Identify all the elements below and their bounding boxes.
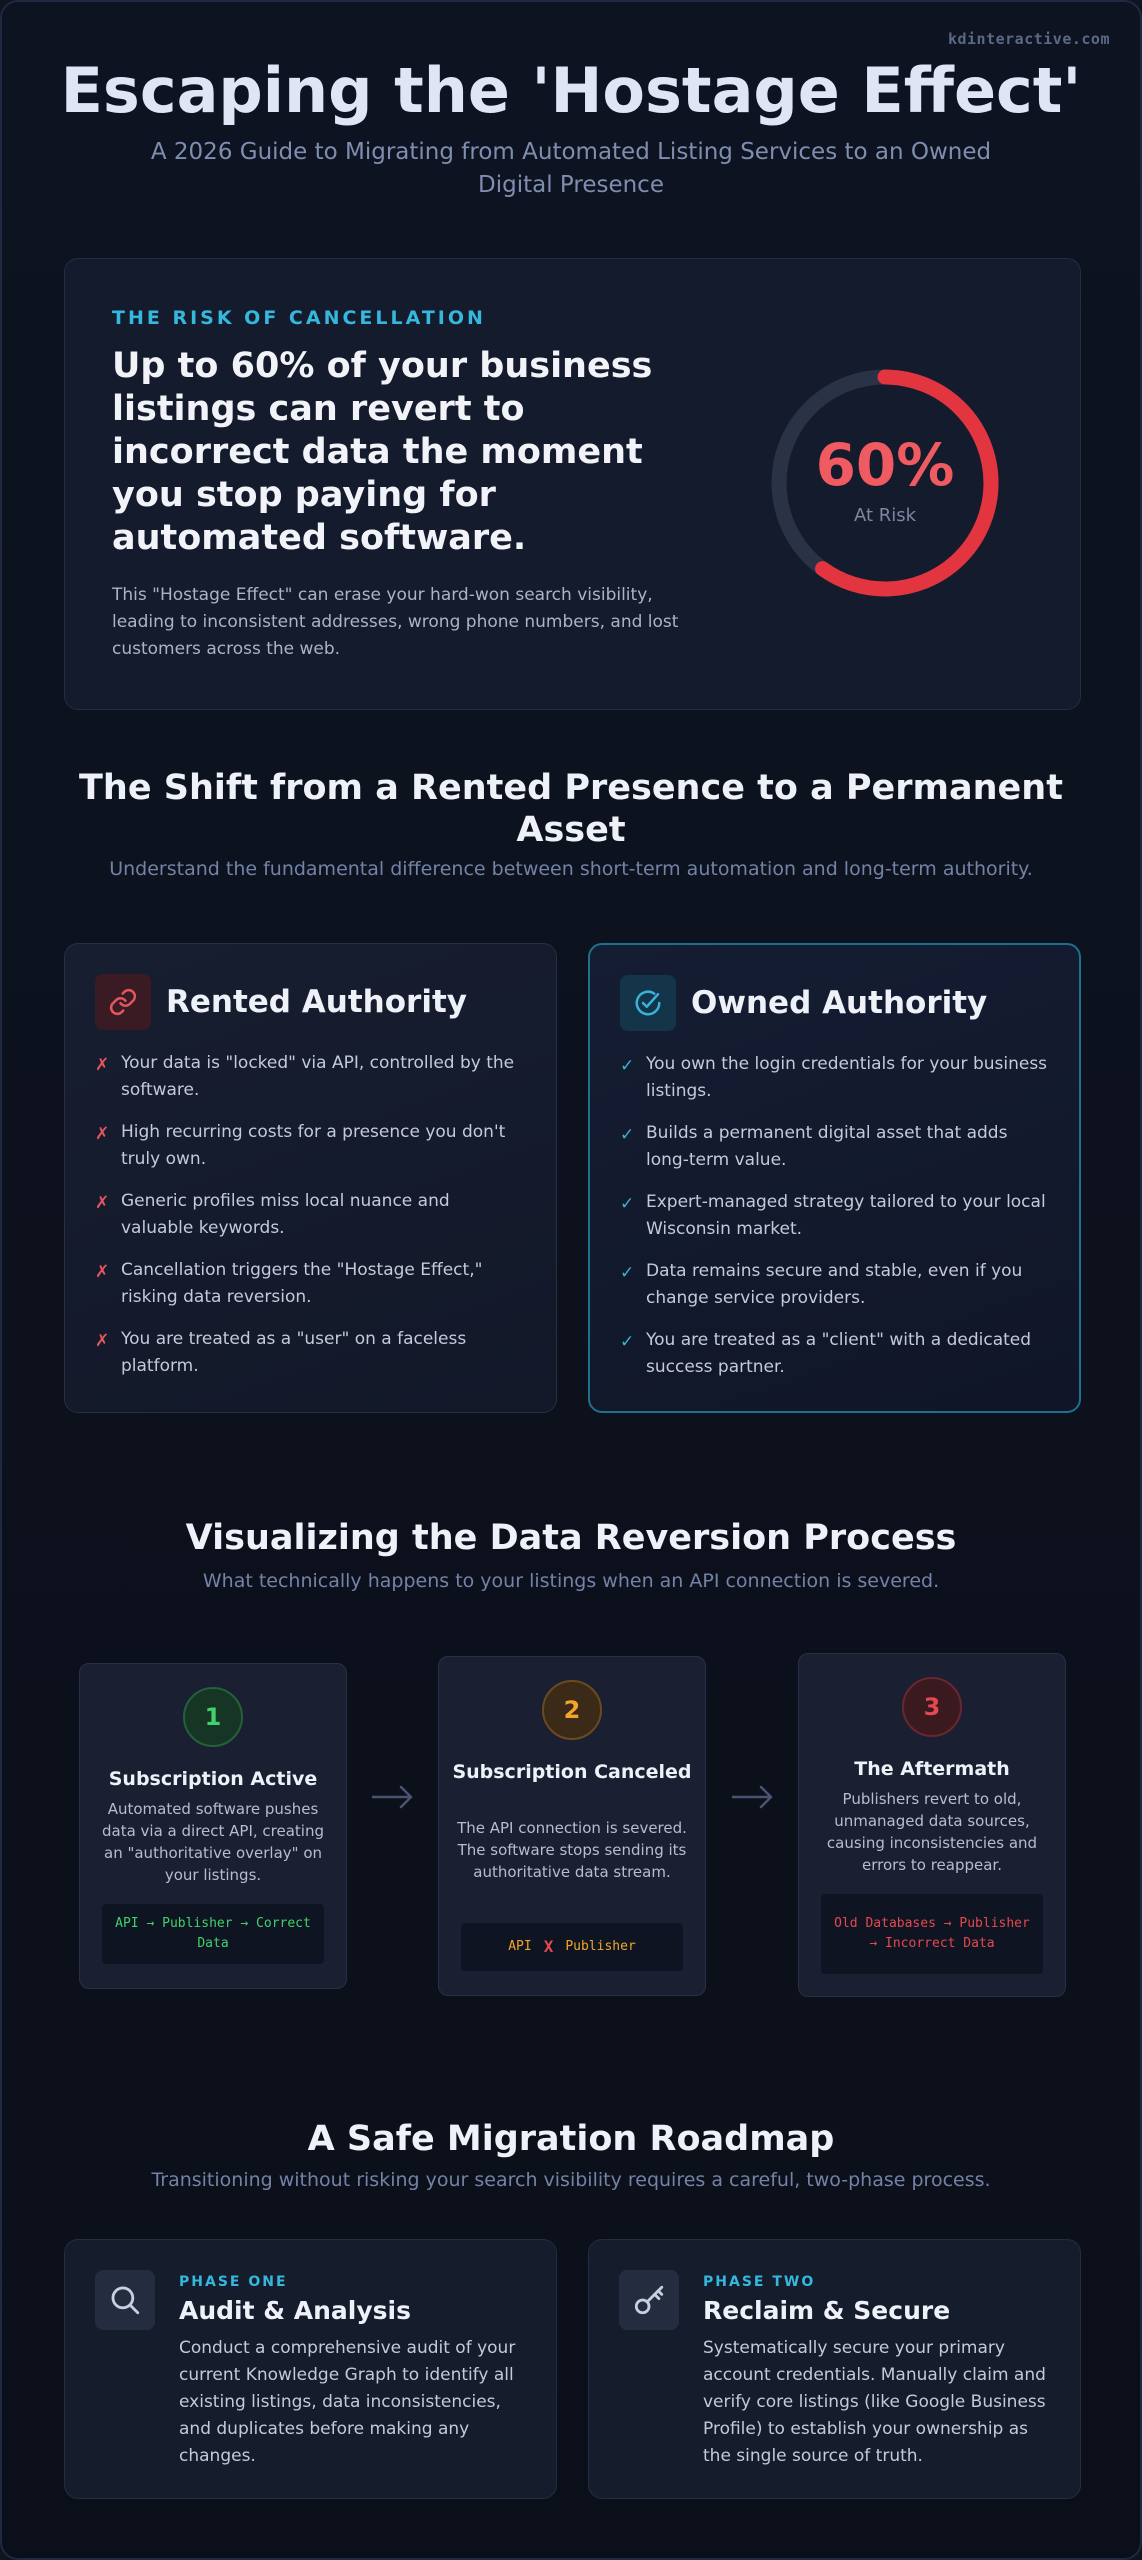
risk-body: This "Hostage Effect" can erase your hard-won search visibility, leading to inconsistent addresses, wrong phone numbers, and lost customers across the web. xyxy=(112,585,679,659)
step-card-1 xyxy=(79,1663,347,1989)
list-item-text: Generic profiles miss local nuance and valuable keywords. xyxy=(121,1191,450,1238)
risk-card xyxy=(64,258,1081,710)
step-number-badge: 3 xyxy=(902,1677,962,1737)
step-title: The Aftermath xyxy=(854,1758,1010,1780)
list-item-text: Data remains secure and stable, even if you change service providers. xyxy=(646,1261,1023,1308)
ring-label: At Risk xyxy=(853,505,917,526)
page-title: Escaping the 'Hostage Effect' xyxy=(60,54,1082,127)
brand-domain[interactable]: kdinteractive.com xyxy=(947,30,1110,48)
check-mark-icon: ✓ xyxy=(620,1194,635,1214)
check-mark-icon: ✓ xyxy=(620,1332,635,1352)
x-mark-icon: ✗ xyxy=(95,1193,110,1213)
phase-two-card xyxy=(588,2239,1081,2499)
code-publisher: Publisher xyxy=(565,1939,636,1954)
phase-description: Conduct a comprehensive audit of your current Knowledge Graph to identify all existing listings, data inconsistencies, and duplicates before making any changes. xyxy=(179,2338,516,2466)
search-icon xyxy=(95,2270,155,2330)
shift-title: The Shift from a Rented Presence to a Permanent Asset xyxy=(79,768,1063,850)
step-card-2 xyxy=(438,1656,706,1996)
check-badge-icon xyxy=(620,975,676,1031)
risk-headline: Up to 60% of your business listings can revert to incorrect data the moment you stop paying for automated software. xyxy=(112,346,653,558)
key-icon xyxy=(619,2270,679,2330)
rented-list xyxy=(95,1050,526,1395)
phase-one-card xyxy=(64,2239,557,2499)
list-item-text: Your data is "locked" via API, controlled by the software. xyxy=(121,1053,515,1100)
list-item xyxy=(620,1258,1049,1312)
owned-authority-card xyxy=(588,943,1081,1413)
list-item xyxy=(95,1257,526,1311)
severed-x-icon: X xyxy=(543,1937,554,1956)
roadmap-subtitle: Transitioning without risking your search visibility requires a careful, two-phase process. xyxy=(151,2169,991,2191)
owned-list xyxy=(620,1051,1049,1396)
list-item-text: You are treated as a "user" on a faceless platform. xyxy=(121,1329,467,1376)
process-title: Visualizing the Data Reversion Process xyxy=(185,1518,957,1558)
phase-title: Audit & Analysis xyxy=(179,2296,411,2325)
list-item-text: You are treated as a "client" with a dedicated success partner. xyxy=(646,1330,1032,1377)
step-description: The API connection is severed. The software stops sending its authoritative data stream. xyxy=(457,1819,687,1881)
list-item-text: Expert-managed strategy tailored to your local Wisconsin market. xyxy=(646,1192,1046,1239)
step-flow-code: Old Databases → Publisher → Incorrect Data xyxy=(821,1894,1043,1974)
phase-title: Reclaim & Secure xyxy=(703,2296,951,2325)
step-title: Subscription Active xyxy=(108,1768,318,1790)
rented-authority-card xyxy=(64,943,557,1413)
step-description: Automated software pushes data via a direct API, creating an "authoritative overlay" on your listings. xyxy=(101,1800,325,1884)
list-item xyxy=(620,1051,1049,1105)
list-item xyxy=(620,1120,1049,1174)
step-flow-code xyxy=(461,1923,683,1971)
x-mark-icon: ✗ xyxy=(95,1262,110,1282)
roadmap-title: A Safe Migration Roadmap xyxy=(307,2119,835,2159)
list-item-text: You own the login credentials for your business listings. xyxy=(646,1054,1048,1101)
list-item-text: High recurring costs for a presence you don't truly own. xyxy=(121,1122,506,1169)
list-item xyxy=(95,1188,526,1242)
risk-ring-gauge xyxy=(765,363,1005,603)
page-subtitle: A 2026 Guide to Migrating from Automated Listing Services to an Owned Digital Presence xyxy=(150,139,992,198)
step-description: Publishers revert to old, unmanaged data sources, causing inconsistencies and errors to reappear. xyxy=(826,1790,1038,1874)
ring-percentage: 60% xyxy=(815,431,955,499)
step-number-badge: 1 xyxy=(183,1687,243,1747)
step-flow-code: API → Publisher → Correct Data xyxy=(102,1904,324,1964)
check-mark-icon: ✓ xyxy=(620,1263,635,1283)
x-mark-icon: ✗ xyxy=(95,1055,110,1075)
step-card-3 xyxy=(798,1653,1066,1997)
risk-eyebrow: THE RISK OF CANCELLATION xyxy=(112,307,486,329)
list-item xyxy=(620,1327,1049,1381)
check-mark-icon: ✓ xyxy=(620,1125,635,1145)
check-mark-icon: ✓ xyxy=(620,1056,635,1076)
list-item xyxy=(95,1050,526,1104)
list-item xyxy=(620,1189,1049,1243)
code-api: API xyxy=(508,1939,532,1954)
x-mark-icon: ✗ xyxy=(95,1331,110,1351)
shift-subtitle: Understand the fundamental difference between short-term automation and long-term authority. xyxy=(109,858,1033,880)
x-mark-icon: ✗ xyxy=(95,1124,110,1144)
phase-description: Systematically secure your primary account credentials. Manually claim and verify core listings (like Google Business Profile) to establish your ownership as the single source of truth. xyxy=(703,2338,1046,2466)
phase-eyebrow: PHASE TWO xyxy=(703,2274,816,2290)
list-item xyxy=(95,1119,526,1173)
list-item-text: Builds a permanent digital asset that adds long-term value. xyxy=(646,1123,1008,1170)
phase-eyebrow: PHASE ONE xyxy=(179,2274,288,2290)
step-title: Subscription Canceled xyxy=(452,1761,692,1783)
owned-title: Owned Authority xyxy=(691,985,988,1021)
list-item-text: Cancellation triggers the "Hostage Effect," risking data reversion. xyxy=(121,1260,483,1307)
list-item xyxy=(95,1326,526,1380)
rented-title: Rented Authority xyxy=(166,984,467,1020)
process-subtitle: What technically happens to your listings when an API connection is severed. xyxy=(202,1570,940,1592)
link-icon xyxy=(95,974,151,1030)
arrow-right-icon xyxy=(731,1785,775,1809)
step-number-badge: 2 xyxy=(542,1680,602,1740)
arrow-right-icon xyxy=(371,1785,415,1809)
